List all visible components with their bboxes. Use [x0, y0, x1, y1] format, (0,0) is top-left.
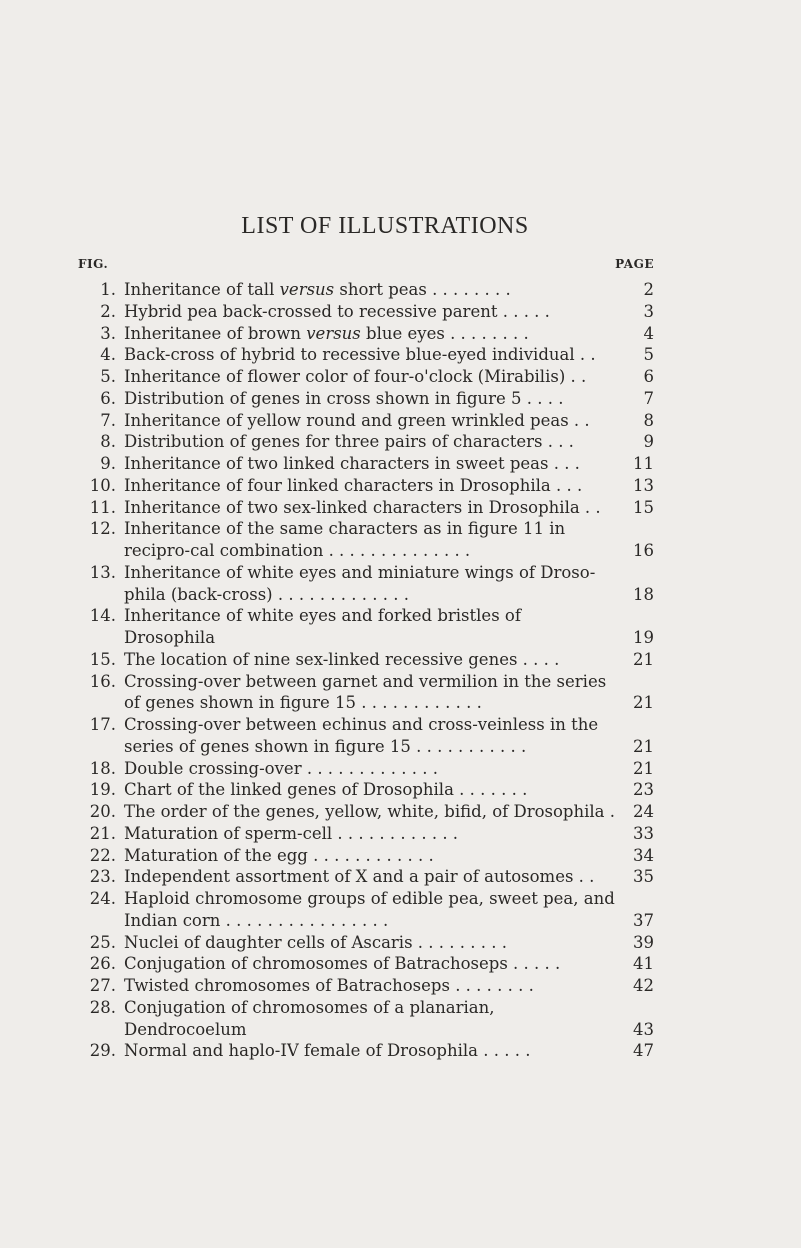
- list-item: [78, 301, 654, 323]
- figure-caption: Inheritance of yellow round and green wrinkled peas . .: [124, 410, 590, 430]
- figure-number: 10.: [89, 475, 116, 495]
- page-number: 24: [633, 802, 654, 821]
- list-item: [78, 823, 654, 845]
- list-item: [78, 649, 654, 671]
- figure-number: 23.: [89, 867, 116, 887]
- list-item: [78, 714, 654, 758]
- caption-emphasis: versus: [279, 280, 335, 299]
- page-number: 16: [633, 541, 654, 560]
- figure-number: 7.: [100, 410, 116, 430]
- figure-number: 4.: [100, 345, 116, 365]
- list-item: [78, 605, 654, 649]
- figure-number: 22.: [89, 845, 116, 865]
- figure-number: 3.: [100, 323, 116, 343]
- list-item: [78, 671, 654, 715]
- list-item: [78, 932, 654, 954]
- figure-number: 11.: [89, 497, 116, 517]
- figure-caption: Inheritance of flower color of four-o'clock (Mirabilis) . .: [124, 367, 587, 386]
- figure-caption: Inheritance of white eyes and miniature wings of Droso-phila (back-cross) . . . . . . . . . . . . .: [124, 562, 596, 604]
- figure-caption: The order of the genes, yellow, white, bifid, of Drosophila .: [124, 802, 615, 821]
- figure-number: 21.: [89, 823, 116, 843]
- figure-caption: Crossing-over between echinus and cross-veinless in the series of genes shown in figure 15 . . . . . . . . . . .: [124, 715, 599, 756]
- figure-number: 25.: [89, 932, 116, 952]
- page-title: LIST OF ILLUSTRATIONS: [241, 213, 529, 239]
- list-item: [78, 975, 654, 997]
- figure-caption: Maturation of the egg . . . . . . . . . . . .: [124, 845, 434, 865]
- caption-text: Inheritance of tall: [124, 280, 280, 299]
- figure-caption: Inheritance of two sex-linked characters in Drosophila . .: [124, 497, 601, 517]
- figure-number: 29.: [89, 1041, 116, 1061]
- list-item: [78, 518, 654, 562]
- figure-number: 28.: [89, 997, 116, 1017]
- page-column-header: PAGE: [615, 257, 654, 271]
- list-item: [78, 758, 654, 780]
- page-number: 11: [633, 454, 654, 473]
- page-number: 34: [633, 845, 654, 865]
- list-item: [78, 279, 654, 301]
- figure-number: 1.: [100, 280, 116, 299]
- page-number: 5: [643, 345, 654, 365]
- list-item: [78, 475, 654, 497]
- page-number: 7: [643, 388, 654, 408]
- list-item: [78, 779, 654, 801]
- page-number: 21: [633, 649, 654, 669]
- page-number: 47: [633, 1041, 654, 1061]
- figure-caption: Distribution of genes in cross shown in figure 5 . . . .: [124, 388, 564, 408]
- list-item: [78, 866, 654, 888]
- page-number: 13: [633, 475, 654, 495]
- figure-caption: [116, 323, 624, 345]
- figure-caption: Back-cross of hybrid to recessive blue-eyed individual . .: [124, 345, 596, 365]
- page-number: 6: [643, 367, 654, 386]
- page-number: 23: [633, 780, 654, 800]
- page-number: 3: [643, 301, 654, 321]
- page-number: 37: [633, 910, 654, 930]
- list-item: [78, 953, 654, 975]
- figure-caption: Conjugation of chromosomes of Batrachoseps . . . . .: [124, 954, 561, 974]
- figure-number: 19.: [89, 780, 116, 800]
- figure-number: 20.: [89, 802, 116, 821]
- figure-caption: The location of nine sex-linked recessive genes . . . .: [124, 649, 560, 669]
- figure-caption: Normal and haplo-IV female of Drosophila . . . . .: [124, 1041, 531, 1061]
- page-number: 41: [633, 954, 654, 974]
- list-item: [78, 1040, 654, 1062]
- list-item: [78, 497, 654, 519]
- figure-number: 24.: [89, 889, 116, 908]
- figure-caption: Conjugation of chromosomes of a planarian, Dendrocoelum: [124, 997, 495, 1039]
- list-item: [78, 562, 654, 606]
- figure-caption: Inheritance of four linked characters in Drosophila . . .: [124, 475, 583, 495]
- figure-number: 26.: [89, 954, 116, 974]
- list-item: [78, 410, 654, 432]
- page-number: 8: [643, 410, 654, 430]
- figure-caption: Chart of the linked genes of Drosophila . . . . . . .: [124, 780, 528, 800]
- list-item: [78, 344, 654, 366]
- figure-number: 8.: [100, 432, 116, 452]
- figure-number: 18.: [89, 758, 116, 778]
- figure-caption: [116, 279, 624, 301]
- figure-number: 15.: [89, 649, 116, 669]
- page-number: 19: [633, 628, 654, 647]
- caption-text: Inheritanee of brown: [124, 323, 307, 343]
- figure-caption: Inheritance of two linked characters in sweet peas . . .: [124, 454, 580, 473]
- list-item: [78, 388, 654, 410]
- figure-caption: Inheritance of white eyes and forked bristles of Drosophila: [124, 606, 521, 647]
- caption-emphasis: versus: [306, 323, 361, 343]
- page-number: 33: [633, 823, 654, 843]
- figure-number: 12.: [89, 519, 116, 539]
- figure-caption: Independent assortment of X and a pair of autosomes . .: [124, 867, 595, 887]
- page-number: 18: [633, 584, 654, 604]
- figure-caption: Double crossing-over . . . . . . . . . . . . .: [124, 758, 438, 778]
- page-number: 35: [633, 867, 654, 887]
- figure-number: 14.: [89, 606, 116, 626]
- figure-number: 17.: [89, 715, 116, 734]
- page-number: 42: [633, 976, 654, 995]
- page-number: 2: [643, 280, 654, 299]
- list-item: [78, 453, 654, 475]
- list-item: [78, 323, 654, 345]
- page-number: 43: [633, 1019, 654, 1039]
- page-number: 21: [633, 736, 654, 756]
- list-item: [78, 845, 654, 867]
- figure-caption: Hybrid pea back-crossed to recessive parent . . . . .: [124, 301, 550, 321]
- list-item: [78, 366, 654, 388]
- figure-number: 13.: [89, 562, 116, 582]
- page-number: 21: [633, 693, 654, 713]
- caption-text: blue eyes . . . . . . . .: [360, 323, 529, 343]
- list-item: [78, 997, 654, 1041]
- page-number: 9: [643, 432, 654, 452]
- figure-caption: Crossing-over between garnet and vermilion in the series of genes shown in figure 15 . . . . . . . . . . . .: [124, 671, 607, 713]
- illustration-list: [78, 279, 654, 1062]
- page-number: 4: [643, 323, 654, 343]
- figure-caption: Nuclei of daughter cells of Ascaris . . . . . . . . .: [124, 932, 507, 952]
- list-item: [78, 801, 654, 823]
- figure-caption: Haploid chromosome groups of edible pea, sweet pea, and Indian corn . . . . . . . . . . . . . . . .: [124, 889, 615, 930]
- list-item: [78, 888, 654, 932]
- list-item: [78, 431, 654, 453]
- figure-caption: Twisted chromosomes of Batrachoseps . . . . . . . .: [124, 976, 534, 995]
- fig-column-header: FIG.: [78, 257, 109, 271]
- page-number: 21: [633, 758, 654, 778]
- caption-text: short peas . . . . . . . .: [334, 280, 511, 299]
- page-number: 39: [633, 932, 654, 952]
- figure-number: 2.: [100, 301, 116, 321]
- page-number: 15: [633, 497, 654, 517]
- figure-number: 27.: [89, 976, 116, 995]
- figure-number: 6.: [100, 388, 116, 408]
- figure-number: 16.: [89, 671, 116, 691]
- figure-caption: Maturation of sperm-cell . . . . . . . . . . . .: [124, 823, 459, 843]
- figure-caption: Inheritance of the same characters as in figure 11 in recipro-cal combination . . . . . . . . . . . . . .: [124, 519, 566, 560]
- figure-caption: Distribution of genes for three pairs of characters . . .: [124, 432, 574, 452]
- figure-number: 9.: [100, 454, 116, 473]
- figure-number: 5.: [100, 367, 116, 386]
